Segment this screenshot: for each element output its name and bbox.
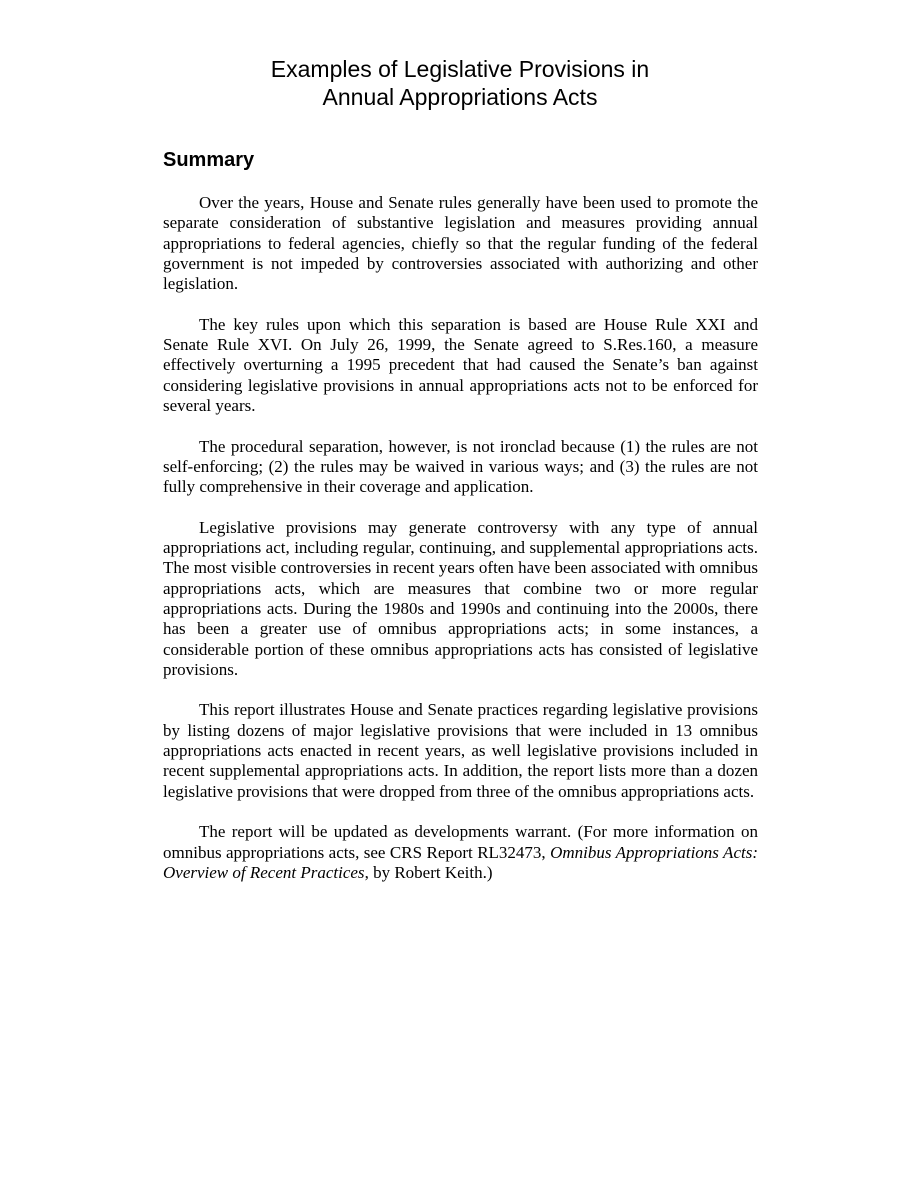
document-title	[0, 55, 920, 111]
summary-body	[163, 193, 758, 903]
section-heading-summary: Summary	[163, 149, 255, 171]
paragraph-2: The key rules upon which this separation is based are House Rule XXI and Senate Rule XVI. On July 26, 1999, the Senate agreed to S.Res.160, a measure effectively overturning a 1995 precedent that had caused the Senate’s ban against considering legislative provisions in annual appropriations acts not to be enforced for several years.	[163, 314, 758, 415]
paragraph-1: Over the years, House and Senate rules generally have been used to promote the separate consideration of substantive legislation and measures providing annual appropriations to federal agencies, chiefly so that the regular funding of the federal government is not impeded by controversies associated with authorizing and other legislation.	[163, 193, 758, 294]
paragraph-3: The procedural separation, however, is not ironclad because (1) the rules are not self-enforcing; (2) the rules may be waived in various ways; and (3) the rules are not fully comprehensive in their coverage and application.	[163, 436, 758, 497]
paragraph-6-text: The report will be updated as developments warrant. (For more information on omnibus appropriations acts, see CRS Report RL32473,	[163, 822, 758, 862]
title-line-1: Examples of Legislative Provisions in	[270, 56, 650, 82]
paragraph-5: This report illustrates House and Senate practices regarding legislative provisions by listing dozens of major legislative provisions that were included in 13 omnibus appropriations acts enacted in recent years, as well legislative provisions included in recent supplemental appropriations acts. In addition, the report lists more than a dozen legislative provisions that were dropped from three of the omnibus appropriations acts.	[163, 700, 758, 801]
paragraph-4: Legislative provisions may generate controversy with any type of annual appropriations act, including regular, continuing, and supplemental appropriations acts. The most visible controversies in recent years often have been associated with omnibus appropriations acts, which are measures that combine two or more regular appropriations acts. During the 1980s and 1990s and continuing into the 2000s, there has been a greater use of omnibus appropriations acts; in some instances, a considerable portion of these omnibus appropriations acts has consisted of legislative provisions.	[163, 517, 758, 679]
report-title-italic: Omnibus Appropriations Acts: Overview of Recent Practices	[163, 842, 758, 882]
paragraph-6	[163, 822, 758, 883]
title-line-2: Annual Appropriations Acts	[322, 84, 598, 110]
paragraph-6-end: , by Robert Keith.)	[364, 862, 493, 882]
